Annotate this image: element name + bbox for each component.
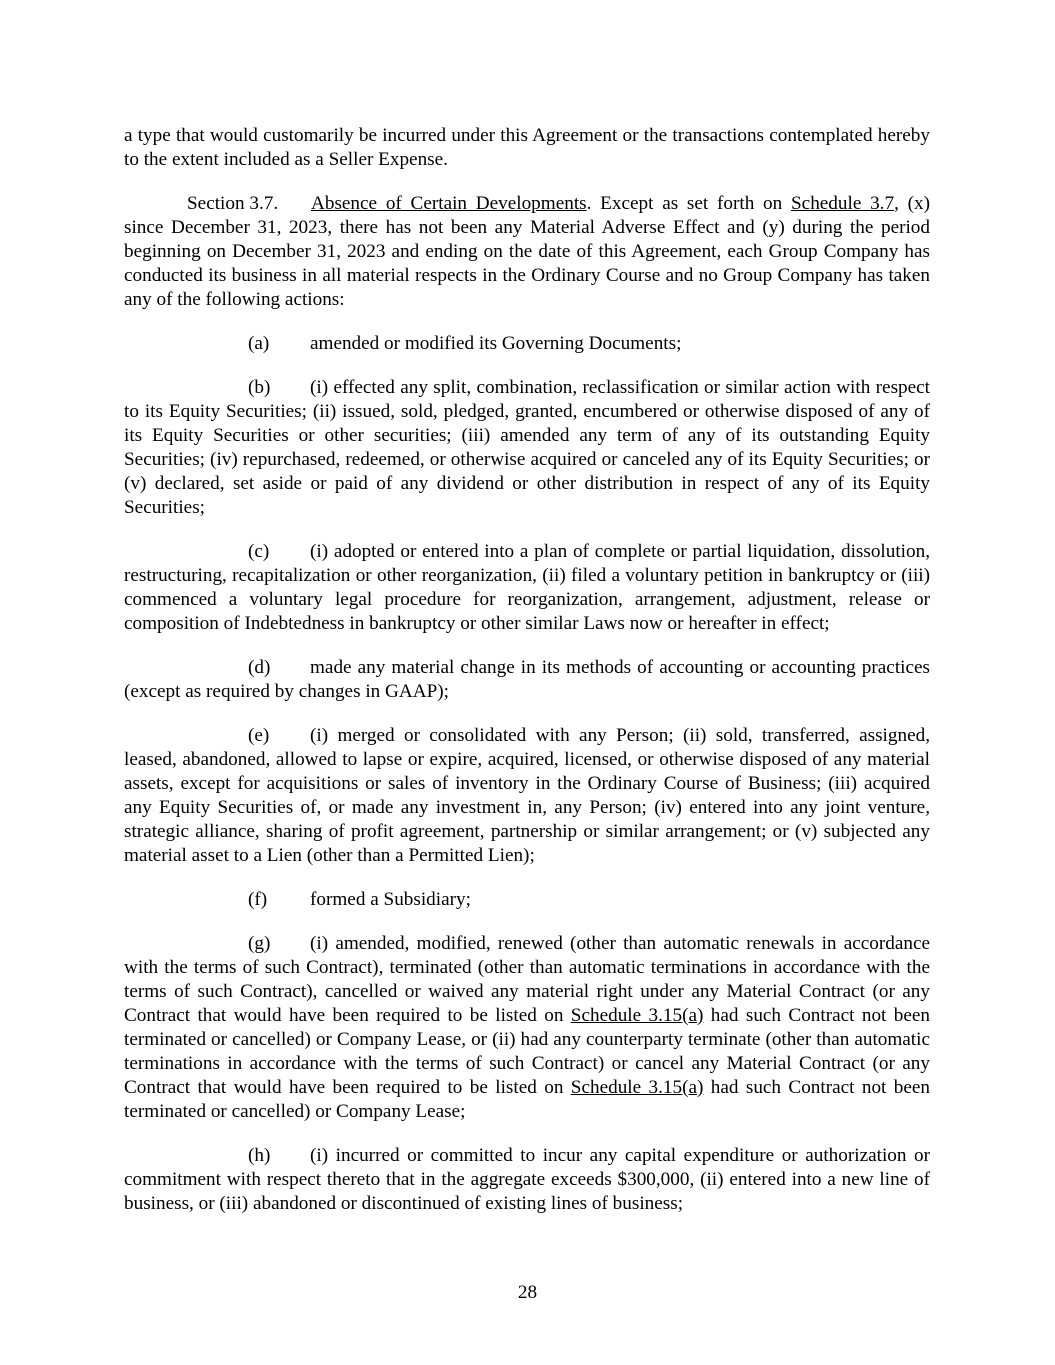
clause-text: (i) merged or consolidated with any Person; (ii) sold, transferred, assigned, leased, abandoned, allowed to lapse or expire, acquired, licensed, or otherwise disposed of any material assets, except for acquisitions or sales of inventory in the Ordinary Course of Business; (iii) acquired any Equity Securities of, or made any investment in, any Person; (iv) entered into any joint venture, strategic alliance, sharing of profit agreement, partnership or similar arrangement; or (v) subjected any material asset to a Lien (other than a Permitted Lien); [124,725,930,866]
clause-a [124,332,930,356]
section-3-7-paragraph [124,192,930,312]
clause-c [124,540,930,636]
clause-text: (i) incurred or committed to incur any capital expenditure or authorization or commitment with respect thereto that in the aggregate exceeds $300,000, (ii) entered into a new line of business, or (iii) abandoned or discontinued of existing lines of business; [124,1145,930,1214]
clause-text: (i) adopted or entered into a plan of complete or partial liquidation, dissolution, restructuring, recapitalization or other reorganization, (ii) filed a voluntary petition in bankruptcy or (iii) commenced a voluntary legal procedure for reorganization, arrangement, adjustment, release or composition of Indebtedness in bankruptcy or other similar Laws now or hereafter in effect; [124,541,930,634]
intro-paragraph [124,124,930,172]
clause-label: (f) [248,889,268,910]
section-connector: . Except as set forth on [586,193,791,214]
clause-g [124,932,930,1124]
clause-f [124,888,930,912]
intro-text: a type that would customarily be incurred under this Agreement or the transactions contemplated hereby to the extent included as a Seller Expense. [124,125,930,170]
clause-d [124,656,930,704]
section-body: , (x) since December 31, 2023, there has not been any Material Adverse Effect and (y) during the period beginning on December 31, 2023 and ending on the date of this Agreement, each Group Company has conducted its business in all material respects in the Ordinary Course and no Group Company has taken any of the following actions: [124,193,931,310]
section-heading: Absence of Certain Developments [311,193,587,214]
clause-label: (a) [248,333,270,354]
clause-label: (d) [248,657,271,678]
clause-h [124,1144,930,1216]
clause-label: (e) [248,725,270,746]
clause-e [124,724,930,868]
clause-label: (g) [248,933,271,954]
clause-text: amended or modified its Governing Documents; [310,333,682,354]
clause-text: had such Contract not been terminated or cancelled) or Company Lease; [124,1077,930,1122]
page-number: 28 [517,1282,538,1303]
clause-label: (b) [248,377,271,398]
document-body [124,124,930,1236]
schedule-reference: Schedule 3.15(a) [570,1005,704,1026]
clause-label: (c) [248,541,270,562]
schedule-reference: Schedule 3.7 [791,193,895,214]
clause-text: made any material change in its methods of accounting or accounting practices (except as required by changes in GAAP); [124,657,930,702]
clause-text: formed a Subsidiary; [310,889,471,910]
schedule-reference: Schedule 3.15(a) [570,1077,704,1098]
clause-text: had such Contract not been terminated or cancelled) or Company Lease, or (ii) had any counterparty terminate (other than automatic terminations in accordance with the terms of such Contract) or cancel any Material Contract (or any Contract that would have been required to be listed on [124,1005,930,1098]
clause-label: (h) [248,1145,271,1166]
clause-b [124,376,930,520]
clause-text: (i) effected any split, combination, reclassification or similar action with respect to its Equity Securities; (ii) issued, sold, pledged, granted, encumbered or otherwise disposed of any of its Equity Securities or other securities; (iii) amended any term of any of its outstanding Equity Securities; (iv) repurchased, redeemed, or otherwise acquired or canceled any of its Equity Securities; or (v) declared, set aside or paid of any dividend or other distribution in respect of any of its Equity Securities; [124,377,930,518]
clause-text: (i) amended, modified, renewed (other than automatic renewals in accordance with the terms of such Contract), terminated (other than automatic terminations in accordance with the terms of such Contract), cancelled or waived any material right under any Material Contract (or any Contract that would have been required to be listed on [124,933,930,1026]
section-number: Section 3.7. [187,193,279,214]
